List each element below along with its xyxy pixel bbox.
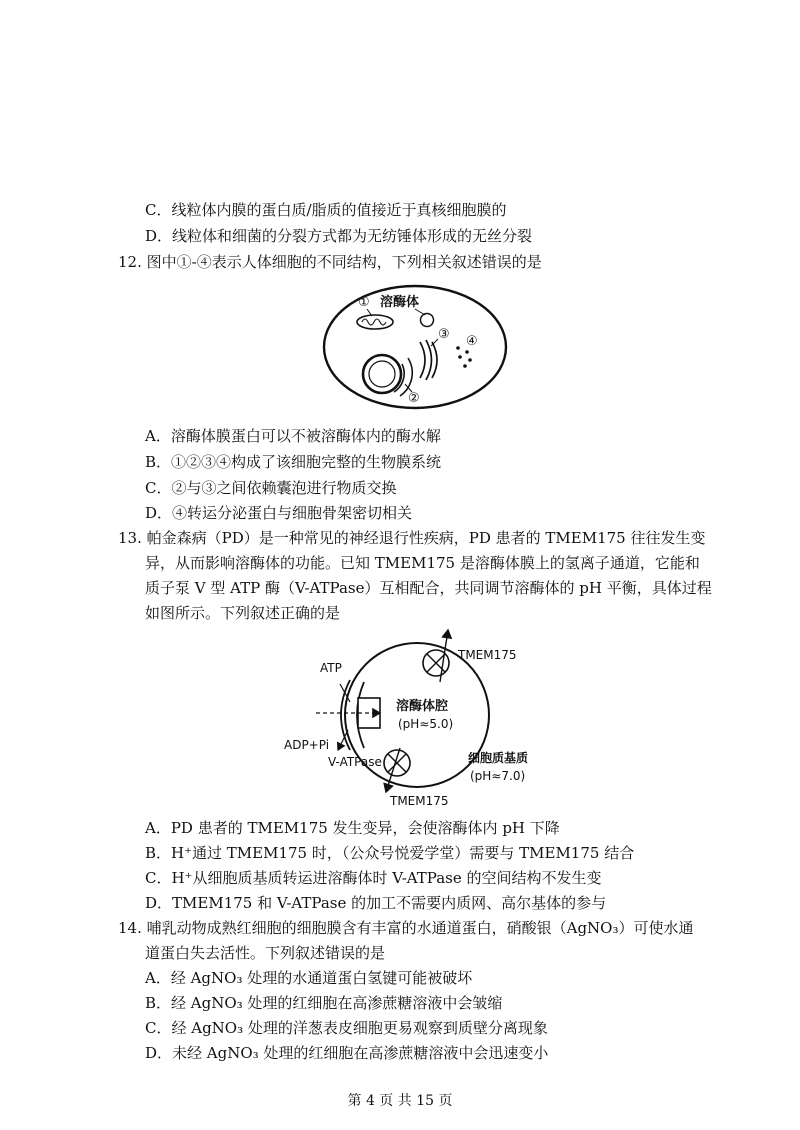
q14-option-b: B．经 AgNO₃ 处理的红细胞在高渗蔗糖溶液中会皱缩	[145, 994, 503, 1012]
q13-option-c: C．H⁺从细胞质基质转运进溶酶体时 V-ATPase 的空间结构不发生变	[145, 869, 602, 887]
q11-option-d: D．线粒体和细菌的分裂方式都为无纺锤体形成的无丝分裂	[145, 227, 533, 245]
q13-stem-line-1: 13. 帕金森病（PD）是一种常见的神经退行性疾病，PD 患者的 TMEM175 往往发生变	[118, 529, 706, 547]
q14-stem-line-2: 道蛋白失去活性。下列叙述错误的是	[145, 944, 386, 962]
q14-option-a: A．经 AgNO₃ 处理的水通道蛋白氢键可能被破坏	[145, 969, 473, 987]
cytoplasm-label: 细胞质基质	[468, 751, 529, 765]
q14-option-c: C．经 AgNO₃ 处理的洋葱表皮细胞更易观察到质壁分离现象	[145, 1019, 548, 1037]
q14-stem-line-1: 14. 哺乳动物成熟红细胞的细胞膜含有丰富的水通道蛋白，硝酸银（AgNO₃）可使水通	[118, 919, 694, 937]
q12-stem: 12. 图中①-④表示人体细胞的不同结构，下列相关叙述错误的是	[118, 253, 542, 271]
nucleus	[363, 355, 401, 393]
q12-option-b: B．①②③④构成了该细胞完整的生物膜系统	[145, 453, 442, 471]
q13-option-b: B．H⁺通过 TMEM175 时，（公众号悦爱学堂）需要与 TMEM175 结合	[145, 844, 635, 862]
v-atpase-label: V-ATPase	[328, 755, 382, 769]
atp-label: ATP	[320, 661, 342, 675]
cytoplasm-ph-label: (pH≈7.0)	[470, 769, 526, 783]
q14-option-d: D．未经 AgNO₃ 处理的红细胞在高渗蔗糖溶液中会迅速变小	[145, 1044, 549, 1062]
q12-cell-figure	[320, 282, 510, 412]
tmem175-top-label: TMEM175	[458, 648, 517, 662]
label-2: ②	[408, 391, 420, 406]
lumen-ph-label: (pH≈5.0)	[398, 717, 454, 731]
label-1: ①	[358, 295, 370, 310]
q12-option-a: A．溶酶体膜蛋白可以不被溶酶体内的酶水解	[145, 427, 441, 445]
golgi-apparatus	[420, 340, 437, 380]
tmem175-top-channel	[423, 630, 449, 682]
q12-option-d: D．④转运分泌蛋白与细胞骨架密切相关	[145, 504, 413, 522]
label-lysosome: 溶酶体	[380, 295, 420, 310]
mitochondrion	[357, 315, 393, 329]
vesicles	[456, 346, 472, 368]
label-4: ④	[466, 334, 478, 349]
lumen-label: 溶酶体腔	[396, 699, 449, 714]
page-footer: 第 4 页 共 15 页	[347, 1093, 453, 1109]
q11-option-c: C．线粒体内膜的蛋白质/脂质的值接近于真核细胞膜的	[145, 201, 507, 219]
lysosome	[421, 314, 434, 327]
q13-option-d: D．TMEM175 和 V-ATPase 的加工不需要内质网、高尔基体的参与	[145, 894, 607, 912]
q13-stem-line-3: 质子泵 V 型 ATP 酶（V-ATPase）互相配合，共同调节溶酶体的 pH 平衡，具体过程	[145, 579, 712, 597]
q13-option-a: A．PD 患者的 TMEM175 发生变异，会使溶酶体内 pH 下降	[145, 819, 560, 837]
label-3: ③	[438, 327, 450, 342]
q13-stem-line-4: 如图所示。下列叙述正确的是	[145, 604, 341, 622]
q12-option-c: C．②与③之间依赖囊泡进行物质交换	[145, 479, 397, 497]
q13-stem-line-2: 异，从而影响溶酶体的功能。已知 TMEM175 是溶酶体膜上的氢离子通道，它能和	[145, 554, 700, 572]
adp-label: ADP+Pi	[284, 738, 330, 752]
tmem175-bottom-label: TMEM175	[390, 794, 449, 808]
q13-lysosome-figure	[280, 622, 560, 812]
